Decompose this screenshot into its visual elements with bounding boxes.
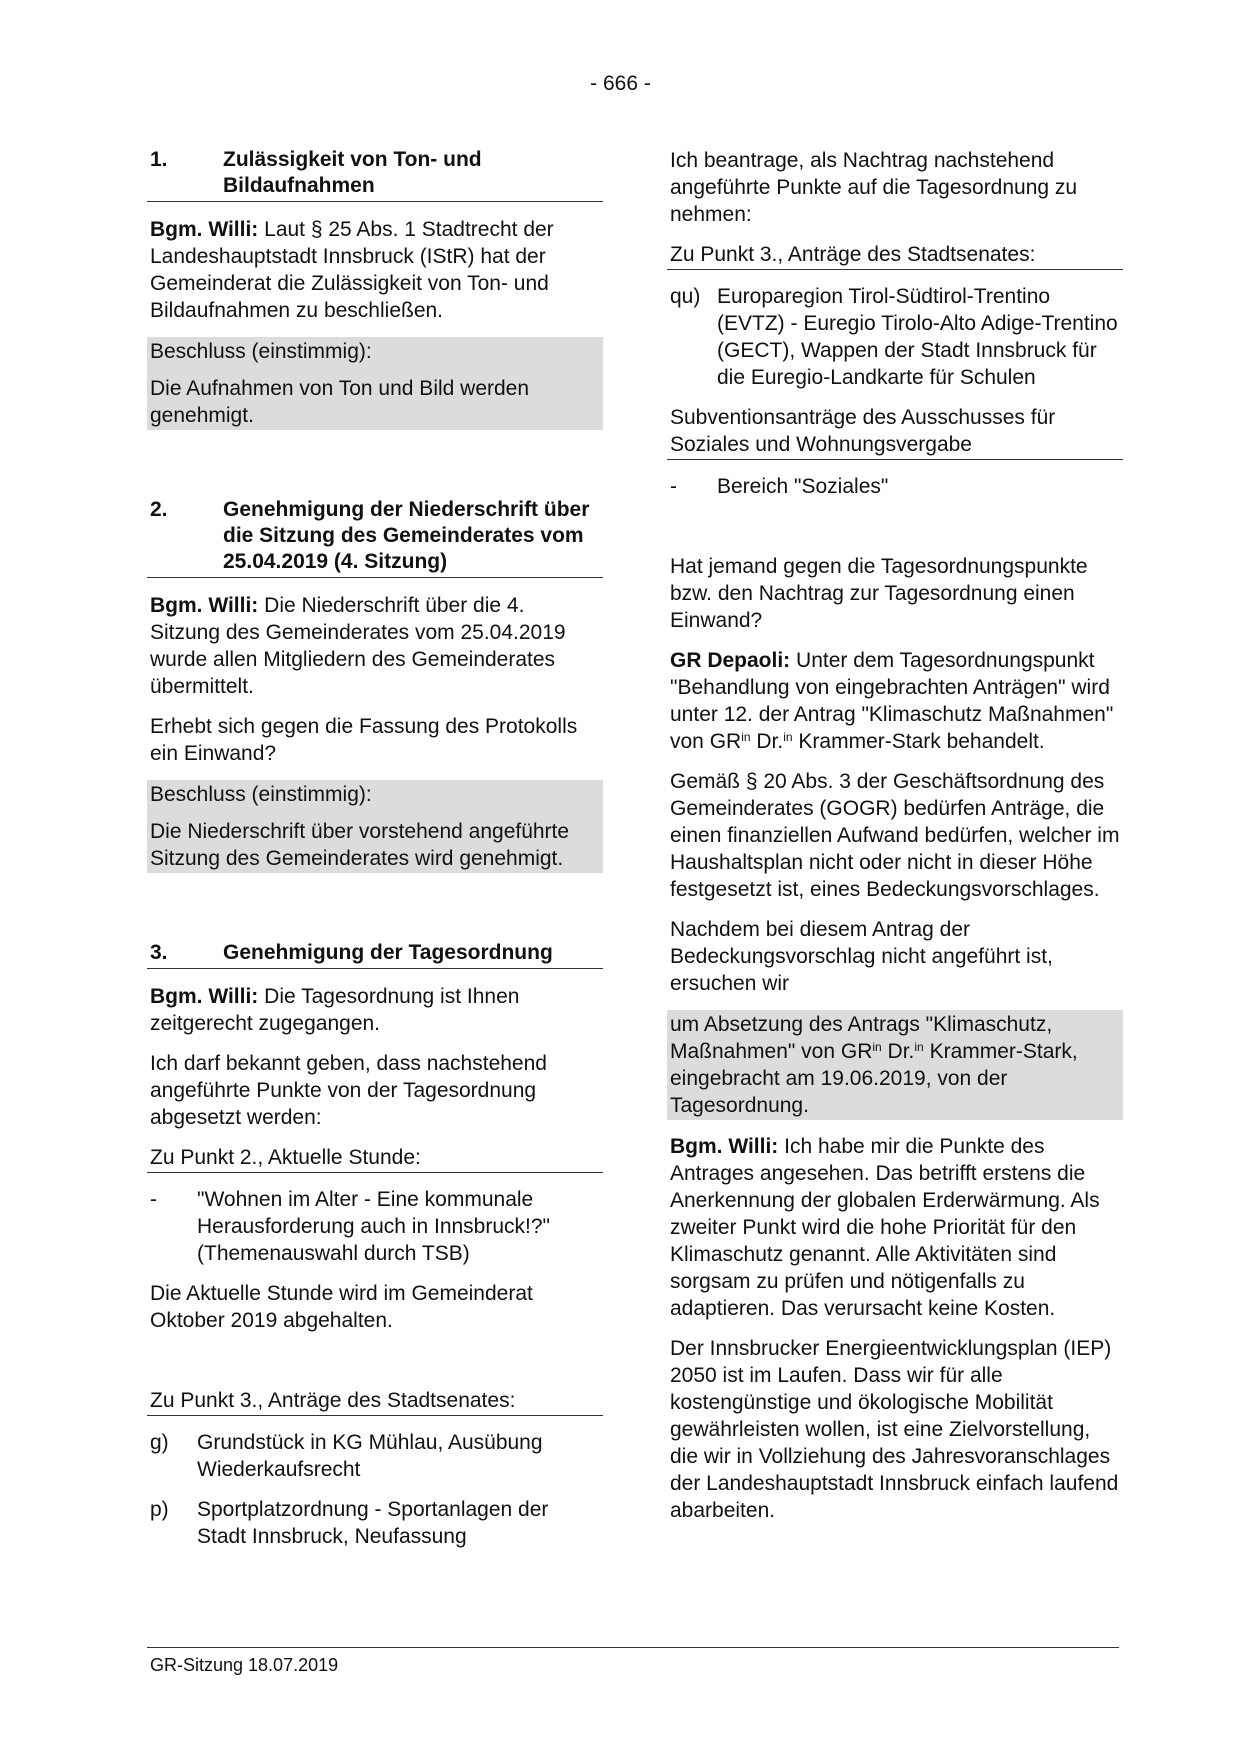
paragraph: Bgm. Willi: Die Niederschrift über die 4. Sitzung des Gemeinderates vom 25.04.2019 wurde allen Mitgliedern des Gemeinderates übermittelt. (150, 594, 566, 698)
list-marker: - (670, 475, 677, 498)
paragraph: Bgm. Willi: Laut § 25 Abs. 1 Stadtrecht der Landeshauptstadt Innsbruck (IStR) hat der Gemeinderat die Zulässigkeit von Ton- und Bildaufnahmen zu beschließen. (150, 218, 554, 322)
speaker-name: GR Depaoli: (670, 649, 791, 672)
subheading: Subventionsanträge des Ausschusses für Soziales und Wohnungsvergabe (667, 404, 1123, 460)
list-text: Grundstück in KG Mühlau, Ausübung Wiederkaufsrecht (197, 1431, 543, 1481)
section-heading-3 (147, 940, 603, 969)
list-text: Bereich "Soziales" (717, 475, 889, 498)
resolution-title: Beschluss (einstimmig): (150, 340, 372, 363)
list-item (667, 473, 1123, 500)
paragraph: Ich beantrage, als Nachtrag nachstehend angeführte Punkte auf die Tagesordnung zu nehmen: (670, 149, 1078, 226)
list-marker: g) (150, 1431, 169, 1454)
left-column (147, 147, 603, 1563)
section-heading-2 (147, 497, 603, 578)
subheading: Zu Punkt 3., Anträge des Stadtsenates: (667, 241, 1123, 270)
section-heading-1 (147, 147, 603, 202)
paragraph: Ich darf bekannt geben, dass nachstehend angeführte Punkte von der Tagesordnung abgesetzt werden: (150, 1052, 547, 1129)
list-text: "Wohnen im Alter - Eine kommunale Herausforderung auch in Innsbruck!?" (Themenauswahl durch TSB) (197, 1188, 550, 1265)
section-number: 2. (150, 498, 168, 521)
page-number: - 666 - (590, 72, 651, 95)
resolution-title: Beschluss (einstimmig): (150, 783, 372, 806)
list-text: Sportplatzordnung - Sportanlagen der Stadt Innsbruck, Neufassung (197, 1498, 549, 1548)
subheading: Zu Punkt 2., Aktuelle Stunde: (147, 1144, 603, 1173)
motion-text: um Absetzung des Antrags "Klimaschutz, Maßnahmen" von $GR^{in}$ Dr.$^{in}$ Krammer-Stark, eingebracht am 19.06.2019, von der Tagesordnung. (670, 1013, 1078, 1117)
section-number: 3. (150, 941, 168, 964)
list-item (147, 1496, 603, 1550)
speaker-name: Bgm. Willi: (150, 218, 259, 241)
section-title: Genehmigung der Tagesordnung (223, 941, 553, 964)
paragraph: Nachdem bei diesem Antrag der Bedeckungsvorschlag nicht angeführt ist, ersuchen wir (670, 918, 1053, 995)
paragraph: Die Aktuelle Stunde wird im Gemeinderat Oktober 2019 abgehalten. (150, 1282, 533, 1332)
list-marker: - (150, 1188, 157, 1211)
right-column (667, 147, 1123, 1537)
paragraph: Bgm. Willi: Ich habe mir die Punkte des Antrages angesehen. Das betrifft erstens die Anerkennung der globalen Erderwärmung. Als zweiter Punkt wird die hohe Priorität für den Klimaschutz genannt. Alle Aktivitäten sind sorgsam zu prüfen und nötigenfalls zu adaptieren. Das verursacht keine Kosten. (670, 1135, 1100, 1320)
footer-divider (147, 1647, 1119, 1648)
paragraph: Gemäß § 20 Abs. 3 der Geschäftsordnung des Gemeinderates (GOGR) bedürfen Anträge, die einen finanziellen Aufwand bedürfen, welcher im Haushaltsplan nicht oder nicht in dieser Höhe festgesetzt ist, eines Bedeckungsvorschlages. (670, 770, 1120, 901)
speaker-name: Bgm. Willi: (150, 985, 259, 1008)
resolution-text: Die Aufnahmen von Ton und Bild werden genehmigt. (150, 377, 530, 427)
paragraph: Der Innsbrucker Energieentwicklungsplan (IEP) 2050 ist im Laufen. Dass wir für alle kostengünstige und ökologische Mobilität gewährleisten wollen, ist eine Zielvorstellung, die wir in Vollziehung des Jahresvoranschlages der Landeshauptstadt Innsbruck einfach laufend abarbeiten. (670, 1337, 1119, 1522)
paragraph: GR Depaoli: Unter dem Tagesordnungspunkt "Behandlung von eingebrachten Anträgen" wird unter 12. der Antrag "Klimaschutz Maßnahmen" von $GR^{in}$ Dr.$^{in}$ Krammer-Stark behandelt. (670, 649, 1114, 753)
paragraph: Hat jemand gegen die Tagesordnungspunkte bzw. den Nachtrag zur Tagesordnung einen Einwand? (670, 555, 1088, 632)
list-marker: p) (150, 1498, 169, 1521)
list-text: Europaregion Tirol-Südtirol-Trentino (EVTZ) - Euregio Tirolo-Alto Adige-Trentino (GECT), Wappen der Stadt Innsbruck für die Euregio-Landkarte für Schulen (717, 285, 1118, 389)
subheading: Zu Punkt 3., Anträge des Stadtsenates: (147, 1387, 603, 1416)
speaker-name: Bgm. Willi: (150, 594, 259, 617)
resolution-box (147, 337, 603, 430)
section-title: Genehmigung der Niederschrift über die Sitzung des Gemeinderates vom 25.04.2019 (4. Sitzung) (223, 498, 590, 573)
list-marker: qu) (670, 285, 701, 308)
motion-box (667, 1010, 1123, 1120)
resolution-box (147, 780, 603, 873)
resolution-text: Die Niederschrift über vorstehend angeführte Sitzung des Gemeinderates wird genehmigt. (150, 820, 570, 870)
list-item (147, 1186, 603, 1267)
list-item (147, 1429, 603, 1483)
speaker-name: Bgm. Willi: (670, 1135, 779, 1158)
section-title: Zulässigkeit von Ton- und Bildaufnahmen (223, 148, 482, 197)
footer: GR-Sitzung 18.07.2019 (150, 1655, 339, 1675)
paragraph: Bgm. Willi: Die Tagesordnung ist Ihnen zeitgerecht zugegangen. (150, 985, 520, 1035)
section-number: 1. (150, 148, 168, 171)
list-item (667, 283, 1123, 391)
paragraph: Erhebt sich gegen die Fassung des Protokolls ein Einwand? (150, 715, 578, 765)
